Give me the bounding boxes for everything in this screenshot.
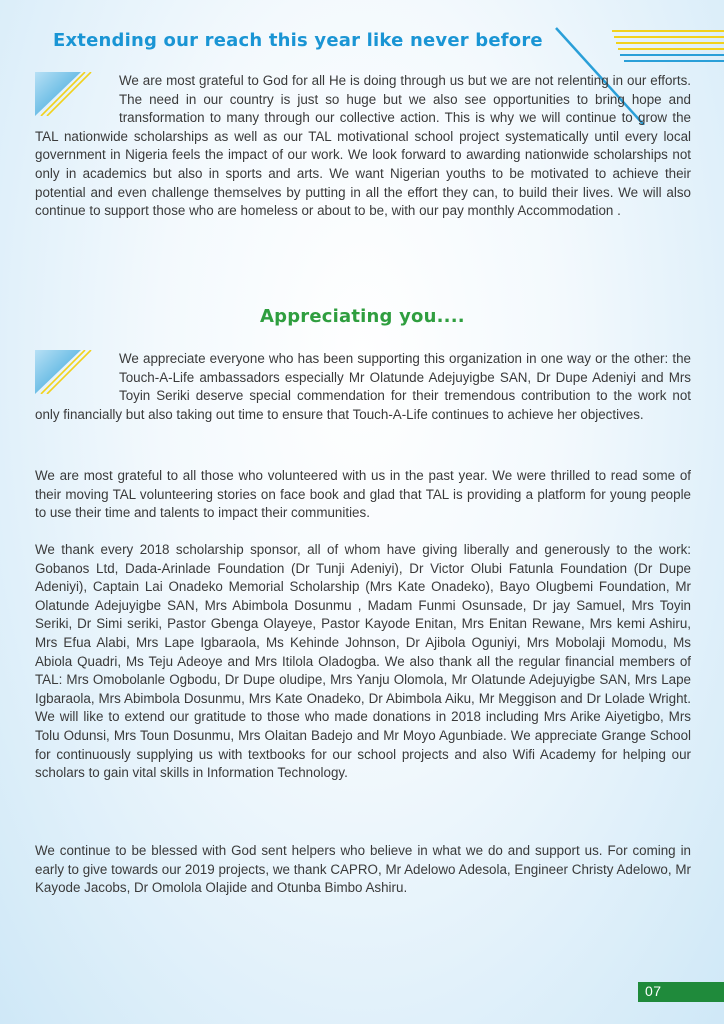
- section2-paragraph-2: We are most grateful to all those who volunteered with us in the past year. We were thrilled to read some of their moving TAL volunteering stories on face book and glad that TAL is providing a platform for young people to use their time and talents to impact their communities.: [35, 468, 691, 521]
- section2-paragraph-3: We thank every 2018 scholarship sponsor, all of whom have giving liberally and generously to the work: Gobanos Ltd, Dada-Arinlade Foundation (Dr Tunji Adeniyi), Dr Victor Olubi Fatunla Foundation (Dr Dupe Adeniyi), Captain Lai Onadeko Memorial Scholarship (Mrs Kate Onadeko), Bayo Olugbemi Foundation, Mr Olatunde Adejuyigbe SAN, Mrs Abimbola Dosunmu , Madam Funmi Osunsade, Dr jay Samuel, Mrs Toyin Seriki, Dr Simi seriki, Pastor Gbenga Olayeye, Pastor Kayode Enitan, Mrs Enitan Rewane, Mrs kemi Ashiru, Mrs Efua Alabi, Mrs Lape Igbaraola, Ms Kehinde Johnson, Dr Ajibola Oguniyi, Mrs Mobolaji Momodu, Ms Abiola Quadri, Ms Teju Adeoye and Mrs Itilola Oladogba. We also thank all the regular financial members of TAL: Mrs Omobolanle Ogbodu, Dr Dupe oludipe, Mrs Yanju Olomola, Mr Olatunde Adejuyigbe SAN, Mrs Lape Igbaraola, Mrs Abimbola Dosunmu, Mrs Kate Onadeko, Dr Abimbola Aiku, Mr Meggison and Dr Lolade Wright. We will like to extend our gratitude to those who made donations in 2018 including Mrs Arike Aiyetigbo, Mrs Tolu Odunsi, Mrs Toun Dosunmu, Mrs Olaitan Badejo and Mr Moyo Agunbiade. We appreciate Grange School for continuously supplying us with textbooks for our school projects and also Wifi Academy for helping our scholars to gain vital skills in Information Technology.: [35, 542, 691, 781]
- triangle-decoration: [35, 72, 113, 116]
- section1-paragraph: [35, 72, 691, 221]
- section2-text-1: We appreciate everyone who has been supporting this organization in one way or the other: the Touch-A-Life ambassadors especially Mr Olatunde Adejuyigbe SAN, Dr Dupe Adeniyi and Mrs Toyin Seriki deserve special commendation for their tremendous contribution to the work not only financially but also taking out time to ensure that Touch-A-Life continues to achieve her objectives.: [35, 351, 691, 422]
- page-number: 07: [645, 983, 662, 999]
- page-number-tab: [638, 982, 724, 1002]
- section2-paragraph-1: [35, 350, 691, 424]
- section1-text: We are most grateful to God for all He is doing through us but we are not relenting in our efforts. The need in our country is just so huge but we also see opportunities to bring hope and transformation to many through our collective action. This is why we will continue to grow the TAL nationwide scholarships as well as our TAL motivational school project systematically until every local government in Nigeria feels the impact of our work. We look forward to awarding nationwide scholarships not only in academics but also in sports and arts. We want Nigerian youths to be motivated to achieve their potential and even challenge themselves by putting in all the effort they can, to build their lives. We will also continue to support those who are homeless or about to be, with our pay monthly Accommodation .: [35, 73, 691, 219]
- triangle-decoration: [35, 350, 113, 394]
- section-heading-appreciating: Appreciating you....: [260, 306, 465, 327]
- section-heading-extending: Extending our reach this year like never before: [53, 30, 543, 51]
- section2-paragraph-4: We continue to be blessed with God sent helpers who believe in what we do and support us. For coming in early to give towards our 2019 projects, we thank CAPRO, Mr Adelowo Adesola, Engineer Christy Adelowo, Mr Kayode Jacobs, Dr Omolola Olajide and Otunba Bimbo Ashiru.: [35, 843, 691, 896]
